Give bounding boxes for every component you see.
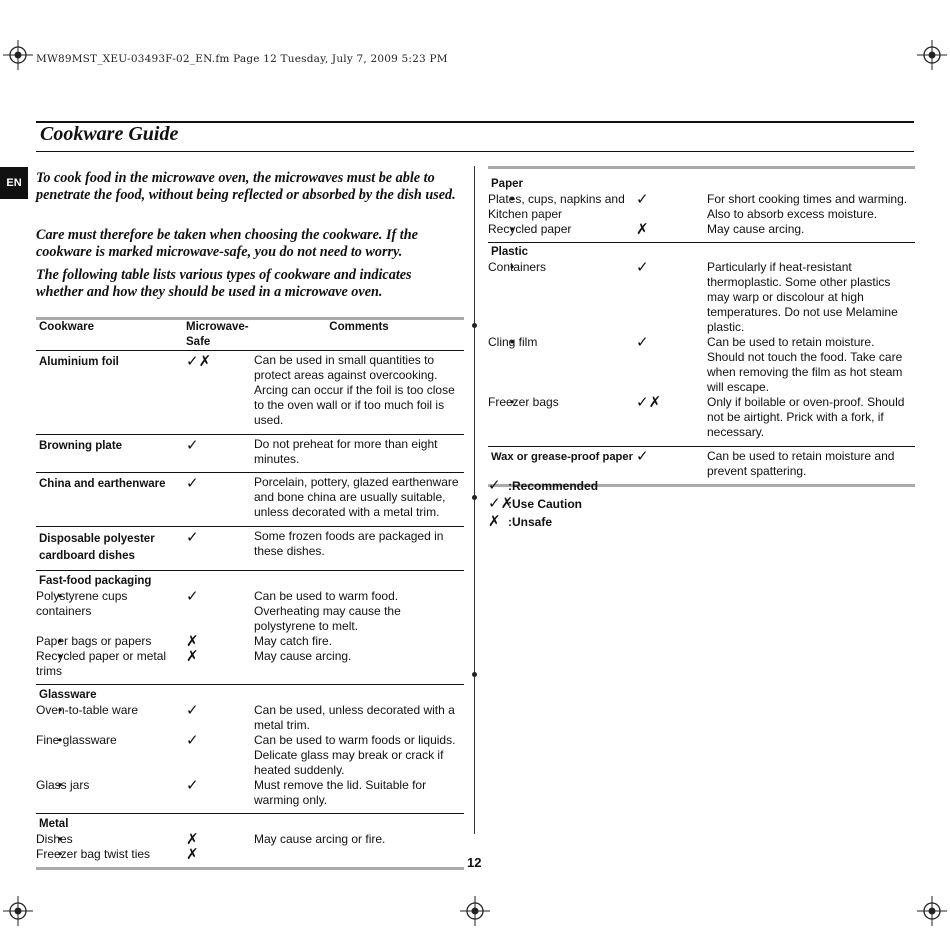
- table-row: Aluminium foil ✓✗ Can be used in small quantities to protect areas against overcooking. Arcing can occur if the foil is too close to the oven wall or if too much foil is used.: [36, 351, 464, 435]
- cookware-table-left: [36, 317, 464, 870]
- table-row: • Containers ✓ Particularly if heat-resistant thermoplastic. Some other plastics may warp or discolour at high temperatures. Do not use Melamine plastic.: [488, 260, 915, 335]
- safety-mark-icon: ✗: [186, 830, 199, 848]
- table-row: • Freezer bags ✓✗ Only if boilable or oven-proof. Should not be airtight. Prick with a fork, if necessary.: [488, 395, 915, 447]
- registration-mark-icon: [917, 896, 947, 926]
- column-divider: [474, 166, 475, 834]
- margin-dot: [472, 495, 477, 500]
- registration-mark-icon: [460, 896, 490, 926]
- page-number: 12: [467, 855, 482, 870]
- table-row: • Oven-to-table ware ✓ Can be used, unless decorated with a metal trim.: [36, 703, 464, 733]
- safety-mark-icon: ✗: [636, 220, 649, 238]
- legend-unsafe: ✗ :Unsafe: [488, 512, 553, 530]
- table-row: • Paper bags or papers ✗ May catch fire.: [36, 634, 464, 649]
- safety-mark-icon: ✗: [186, 845, 199, 863]
- category-fastfood: Fast-food packaging: [39, 575, 152, 587]
- check-cross-icon: ✓✗: [488, 494, 514, 512]
- registration-mark-icon: [3, 40, 33, 70]
- category-plastic: Plastic: [491, 246, 529, 258]
- intro-paragraph-2: Care must therefore be taken when choosing the cookware. If the cookware is marked microwave-safe, you do not need to worry.: [36, 227, 418, 260]
- safety-mark-icon: ✓✗: [186, 352, 212, 370]
- safety-mark-icon: ✓: [186, 528, 199, 546]
- margin-dot: [472, 672, 477, 677]
- table-row: • Glass jars ✓ Must remove the lid. Suitable for warming only.: [36, 778, 464, 814]
- table-row: • Recycled paper ✗ May cause arcing.: [488, 222, 915, 243]
- table-row: • Cling film ✓ Can be used to retain moisture. Should not touch the food. Take care when removing the film as hot steam will escape.: [488, 335, 915, 395]
- category-paper: Paper: [488, 168, 915, 193]
- table-row: • Freezer bag twist ties ✗: [36, 847, 464, 869]
- margin-dot: [472, 323, 477, 328]
- page-title: Cookware Guide: [40, 123, 179, 145]
- legend-caution: ✓✗:Use Caution: [488, 494, 583, 512]
- category-metal: Metal: [39, 818, 69, 830]
- intro-paragraph-1: To cook food in the microwave oven, the microwaves must be able to penetrate the food, without being reflected or absorbed by the dish used.: [36, 170, 456, 203]
- cross-icon: ✗: [488, 512, 501, 530]
- table-row: China and earthenware ✓ Porcelain, pottery, glazed earthenware and bone china are usually suitable, unless decorated with a metal trim.: [36, 473, 464, 527]
- safety-mark-icon: ✓: [186, 776, 199, 794]
- file-info-header: MW89MST_XEU-03493F-02_EN.fm Page 12 Tuesday, July 7, 2009 5:23 PM: [36, 53, 448, 65]
- safety-mark-icon: ✓: [636, 333, 649, 351]
- registration-mark-icon: [3, 896, 33, 926]
- table-row: • Dishes ✗ May cause arcing or fire.: [36, 832, 464, 847]
- header-comments: Comments: [254, 319, 464, 351]
- header-safe: Microwave-Safe: [186, 319, 254, 351]
- table-row: • Plates, cups, napkins and Kitchen paper ✓ For short cooking times and warming. Also to absorb excess moisture.: [488, 192, 915, 222]
- safety-mark-icon: ✗: [186, 647, 199, 665]
- intro-paragraph-3: The following table lists various types of cookware and indicates whether and how they should be used in a microwave oven.: [36, 267, 412, 300]
- table-row: Wax or grease-proof paper ✓ Can be used to retain moisture and prevent spattering.: [488, 447, 915, 486]
- check-icon: ✓: [488, 476, 501, 494]
- table-row: Disposable polyester cardboard dishes ✓ Some frozen foods are packaged in these dishes.: [36, 527, 464, 571]
- language-tab: EN: [0, 167, 28, 199]
- table-row: • Polystyrene cups containers ✓ Can be used to warm food. Overheating may cause the polystyrene to melt.: [36, 589, 464, 634]
- safety-mark-icon: ✓: [186, 474, 199, 492]
- title-rule-bottom: [36, 151, 914, 152]
- safety-mark-icon: ✓: [636, 447, 649, 465]
- table-row: Browning plate ✓ Do not preheat for more than eight minutes.: [36, 435, 464, 473]
- header-cookware: Cookware: [36, 319, 186, 351]
- safety-mark-icon: ✓: [636, 258, 649, 276]
- safety-mark-icon: ✓: [186, 731, 199, 749]
- cookware-table-right: [488, 166, 915, 487]
- table-row: • Recycled paper or metal trims ✗ May cause arcing.: [36, 649, 464, 685]
- safety-mark-icon: ✓: [636, 190, 649, 208]
- safety-mark-icon: ✗: [186, 632, 199, 650]
- safety-mark-icon: ✓: [186, 701, 199, 719]
- table-row: • Fine glassware ✓ Can be used to warm foods or liquids. Delicate glass may break or crack if heated suddenly.: [36, 733, 464, 778]
- legend-recommended: ✓ :Recommended: [488, 476, 599, 494]
- safety-mark-icon: ✓✗: [636, 393, 662, 411]
- safety-mark-icon: ✓: [186, 587, 199, 605]
- registration-mark-icon: [917, 40, 947, 70]
- safety-mark-icon: ✓: [186, 436, 199, 454]
- category-glassware: Glassware: [39, 689, 97, 701]
